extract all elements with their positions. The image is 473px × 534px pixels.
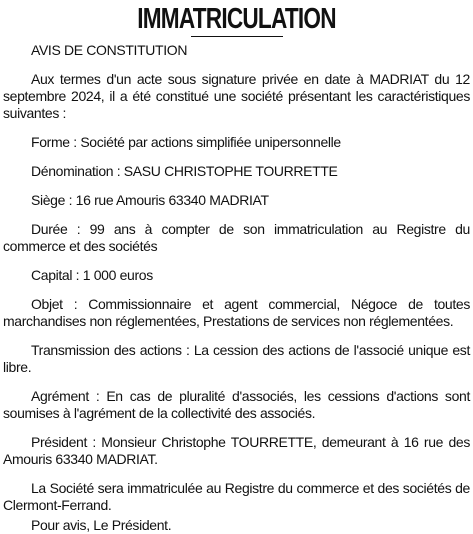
objet-paragraph: Objet : Commissionnaire et agent commercial, Négoce de toutes marchandises non réglementées, Prestations de services non réglementées. — [3, 296, 470, 329]
title-underline — [191, 36, 283, 37]
denomination-paragraph: Dénomination : SASU CHRISTOPHE TOURRETTE — [31, 163, 338, 179]
capital-paragraph: Capital : 1 000 euros — [31, 267, 153, 283]
forme-paragraph: Forme : Société par actions simplifiée unipersonnelle — [31, 134, 341, 150]
intro-paragraph: Aux termes d'un acte sous signature privée en date à MADRIAT du 12 septembre 2024, il a été constitué une société présentant les caractéristiques suivantes : — [3, 71, 470, 121]
agrement-paragraph: Agrément : En cas de pluralité d'associés, les cessions d'actions sont soumises à l'agrément de la collectivité des associés. — [3, 388, 470, 421]
closing-signature: Pour avis, Le Président. — [31, 517, 172, 533]
siege-paragraph: Siège : 16 rue Amouris 63340 MADRIAT — [31, 192, 269, 208]
notice-title: IMMATRICULATION — [137, 3, 336, 35]
transmission-paragraph: Transmission des actions : La cession des actions de l'associé unique est libre. — [3, 342, 470, 375]
president-paragraph: Président : Monsieur Christophe TOURRETTE, demeurant à 16 rue des Amouris 63340 MADRIAT. — [3, 434, 470, 467]
duree-paragraph: Durée : 99 ans à compter de son immatriculation au Registre du commerce et des sociétés — [3, 221, 470, 254]
immatriculation-paragraph: La Société sera immatriculée au Registre du commerce et des sociétés de Clermont-Ferrand. — [3, 480, 470, 513]
notice-heading: AVIS DE CONSTITUTION — [31, 42, 188, 58]
